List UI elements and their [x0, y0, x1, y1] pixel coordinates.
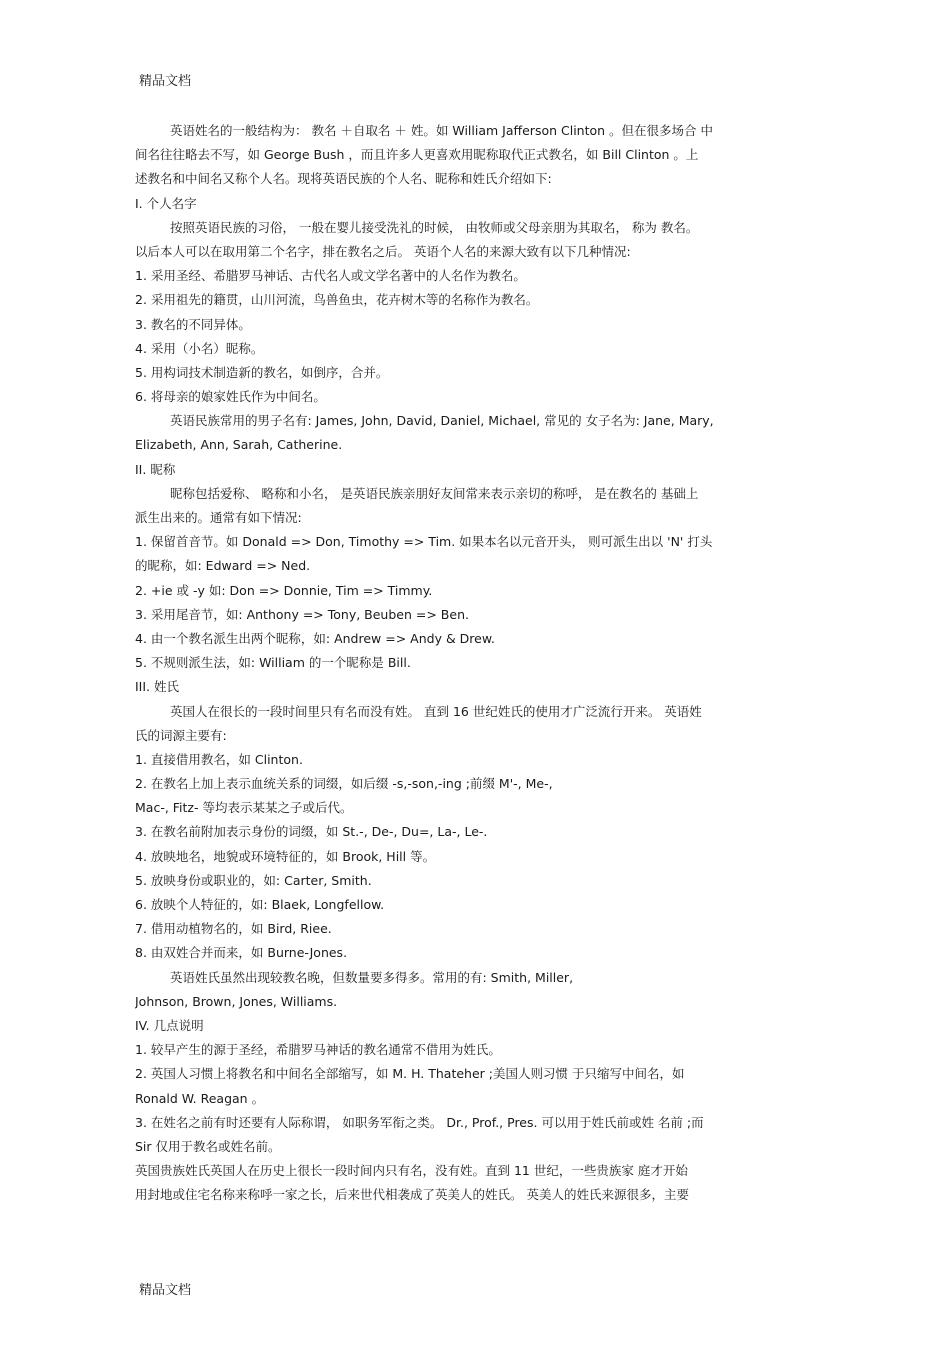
text-line: 3. 教名的不同异体。: [135, 316, 251, 332]
text-line: 3. 采用尾音节，如: Anthony => Tony, Beuben => Ben.: [135, 606, 469, 622]
text-line: 4. 放映地名，地貌或环境特征的，如 Brook, Hill 等。: [135, 848, 436, 864]
text-line: 8. 由双姓合并而来，如 Burne-Jones.: [135, 945, 348, 961]
text-line: Sir 仅用于教名或姓名前。: [135, 1138, 281, 1154]
text-line: 英语民族常用的男子名有: James, John, David, Daniel, Michael, 常见的 女子名为: Jane, Mary,: [170, 413, 714, 429]
text-line: 6. 放映个人特征的，如: Blaek, Longfellow.: [135, 897, 385, 912]
page-footer: 精品文档: [139, 1283, 192, 1298]
text-line: 3. 在教名前附加表示身份的词缀，如 St.-, De-, Du=, La-, Le-.: [135, 824, 488, 840]
text-line: 派生出来的。通常有如下情况:: [135, 510, 302, 525]
text-line: 英国贵族姓氏英国人在历史上很长一段时间内只有名，没有姓。直到 11 世纪，一些贵族家 庭才开始: [135, 1163, 688, 1179]
text-line: 2. +ie 或 -y 如: Don => Donnie, Tim => Timmy.: [135, 582, 433, 598]
text-line: 间名往往略去不写，如 George Bush ，而且许多人更喜欢用昵称取代正式教名，如 Bill Clinton 。上: [135, 147, 699, 163]
text-line: 3. 在姓名之前有时还要有人际称谓， 如职务军衔之类。 Dr., Prof., Pres. 可以用于姓氏前或姓 名前 ;而: [135, 1114, 704, 1130]
text-line: 1. 采用圣经、希腊罗马神话、古代名人或文学名著中的人名作为教名。: [135, 268, 526, 284]
text-line: 2. 英国人习惯上将教名和中间名全部缩写，如 M. H. Thateher ;美国人则习惯 于只缩写中间名，如: [135, 1066, 685, 1082]
text-line: Mac-, Fitz- 等均表示某某之子或后代。: [135, 800, 353, 816]
text-line: 英国人在很长的一段时间里只有名而没有姓。 直到 16 世纪姓氏的使用才广泛流行开来。 英语姓: [170, 703, 702, 719]
text-line: III. 姓氏: [135, 679, 180, 695]
text-line: 用封地或住宅名称来称呼一家之长，后来世代相袭成了英美人的姓氏。 英美人的姓氏来源很多，主要: [135, 1187, 689, 1203]
text-line: 按照英语民族的习俗， 一般在婴儿接受洗礼的时候， 由牧师或父母亲朋为其取名， 称为 教名。: [170, 219, 699, 235]
text-line: 的昵称，如: Edward => Ned.: [135, 558, 311, 574]
text-line: 6. 将母亲的娘家姓氏作为中间名。: [135, 389, 326, 405]
text-line: 以后本人可以在取用第二个名字，排在教名之后。 英语个人名的来源大致有以下几种情况:: [135, 243, 631, 259]
document-body: [135, 119, 800, 1207]
text-line: 1. 较早产生的源于圣经，希腊罗马神话的教名通常不借用为姓氏。: [135, 1042, 501, 1058]
text-line: Johnson, Brown, Jones, Williams.: [135, 993, 338, 1009]
text-line: 述教名和中间名又称个人名。现将英语民族的个人名、昵称和姓氏介绍如下:: [135, 171, 552, 187]
text-line: I. 个人名字: [135, 195, 197, 211]
text-line: IV. 几点说明: [135, 1017, 204, 1033]
text-line: 英语姓氏虽然出现较教名晚，但数量要多得多。常用的有: Smith, Miller,: [170, 969, 574, 985]
text-line: 5. 不规则派生法，如: William 的一个昵称是 Bill.: [135, 655, 411, 671]
text-line: Ronald W. Reagan 。: [135, 1090, 265, 1106]
text-line: 1. 保留首音节。如 Donald => Don, Timothy => Tim. 如果本名以元音开头， 则可派生出以 'N' 打头: [135, 534, 713, 550]
text-line: Elizabeth, Ann, Sarah, Catherine.: [135, 437, 343, 453]
text-line: 4. 由一个教名派生出两个昵称，如: Andrew => Andy & Drew.: [135, 630, 495, 646]
text-line: 5. 放映身份或职业的，如: Carter, Smith.: [135, 872, 372, 888]
text-line: 5. 用构词技术制造新的教名，如倒序，合并。: [135, 364, 389, 380]
text-line: 昵称包括爱称、 略称和小名， 是英语民族亲朋好友间常来表示亲切的称呼， 是在教名的 基础上: [170, 485, 699, 501]
text-line: 英语姓名的一般结构为： 教名 ＋自取名 ＋ 姓。如 William Jafferson Clinton 。但在很多场合 中: [170, 123, 714, 138]
page-header: 精品文档: [139, 74, 192, 89]
text-line: 4. 采用（小名）昵称。: [135, 340, 264, 356]
text-line: 1. 直接借用教名，如 Clinton.: [135, 751, 303, 767]
text-line: 7. 借用动植物名的，如 Bird, Riee.: [135, 921, 332, 937]
text-line: II. 昵称: [135, 461, 176, 477]
text-line: 2. 采用祖先的籍贯，山川河流，鸟兽鱼虫，花卉树木等的名称作为教名。: [135, 292, 539, 308]
text-line: 氏的词源主要有:: [135, 727, 227, 743]
text-line: 2. 在教名上加上表示血统关系的词缀，如后缀 -s,-son,-ing ;前缀 M'-, Me-,: [135, 776, 553, 792]
